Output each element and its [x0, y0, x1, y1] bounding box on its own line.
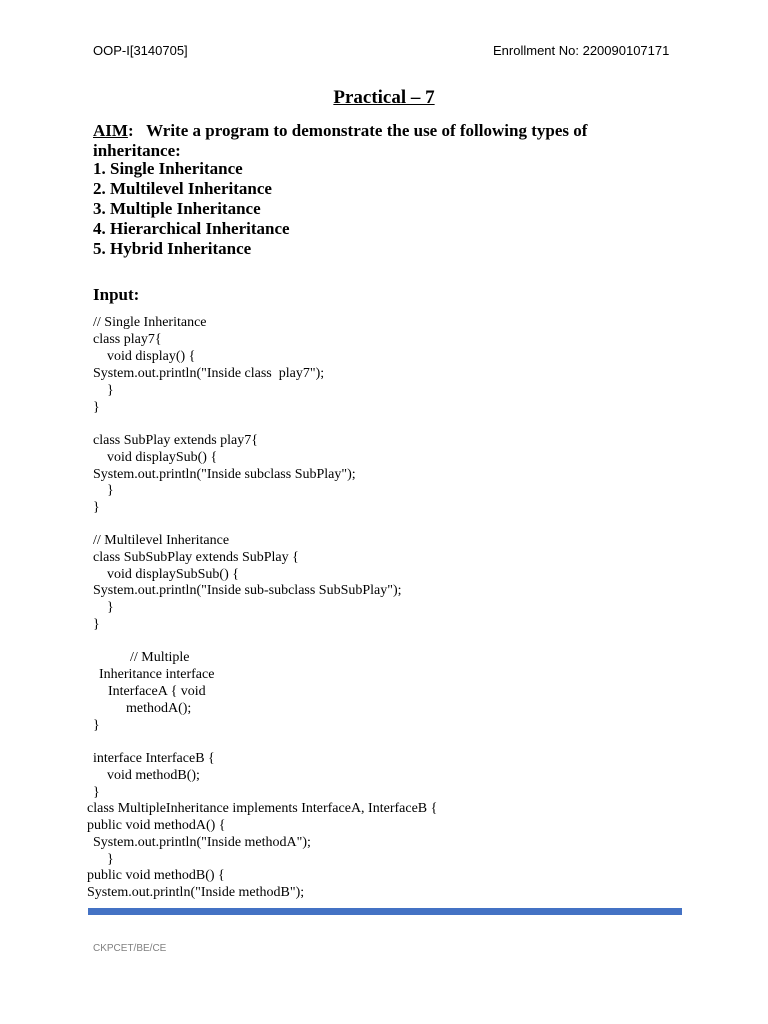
code-line: void methodB(); — [93, 768, 200, 783]
code-line: } — [93, 400, 100, 415]
code-line: } — [93, 617, 100, 632]
list-item: 3. Multiple Inheritance — [93, 199, 261, 218]
code-line: } — [93, 483, 114, 498]
code-line: public void methodB() { — [87, 868, 225, 883]
list-item: 2. Multilevel Inheritance — [93, 179, 272, 198]
enrollment-number: Enrollment No: 220090107171 — [493, 43, 670, 58]
code-line: System.out.println("Inside methodA"); — [93, 835, 311, 850]
code-line: public void methodA() { — [87, 818, 226, 833]
code-line: class MultipleInheritance implements InterfaceA, InterfaceB { — [87, 801, 438, 816]
code-line: // Multiple — [130, 650, 190, 665]
practical-title: Practical – 7 — [333, 87, 435, 108]
inheritance-types-list — [93, 159, 290, 259]
aim-colon: : — [127, 121, 134, 140]
code-line: } — [93, 600, 114, 615]
input-heading: Input: — [93, 285, 140, 304]
code-line: System.out.println("Inside sub-subclass SubSubPlay"); — [93, 583, 402, 598]
code-line: class SubSubPlay extends SubPlay { — [93, 550, 299, 565]
code-line: System.out.println("Inside methodB"); — [87, 885, 305, 900]
code-line: } — [93, 852, 114, 867]
code-line: System.out.println("Inside subclass SubPlay"); — [93, 467, 356, 482]
code-line: } — [93, 383, 114, 398]
list-item: 1. Single Inheritance — [93, 159, 243, 178]
aim-statement — [93, 121, 653, 160]
code-line: } — [93, 718, 100, 733]
code-line: } — [93, 785, 100, 800]
code-line: class play7{ — [93, 332, 162, 347]
code-line: InterfaceA { void — [108, 684, 206, 699]
code-line: methodA(); — [126, 701, 192, 716]
code-line: void display() { — [93, 349, 196, 364]
code-line: } — [93, 500, 100, 515]
code-line: System.out.println("Inside class play7"); — [93, 366, 325, 381]
code-line: // Single Inheritance — [93, 315, 207, 330]
code-line: // Multilevel Inheritance — [93, 533, 230, 548]
list-item: 4. Hierarchical Inheritance — [93, 219, 290, 238]
course-code: OOP-I[3140705] — [93, 43, 188, 58]
footer-text: CKPCET/BE/CE — [93, 943, 167, 954]
code-line: void displaySubSub() { — [93, 567, 239, 582]
aim-label: AIM — [93, 121, 128, 140]
list-item: 5. Hybrid Inheritance — [93, 239, 252, 258]
code-line: class SubPlay extends play7{ — [93, 433, 258, 448]
code-line: Inheritance interface — [99, 667, 215, 682]
footer-divider — [88, 908, 682, 915]
aim-text: Write a program to demonstrate the use of following types of inheritance: — [93, 121, 588, 160]
code-line: interface InterfaceB { — [93, 751, 215, 766]
code-line: void displaySub() { — [93, 450, 218, 465]
